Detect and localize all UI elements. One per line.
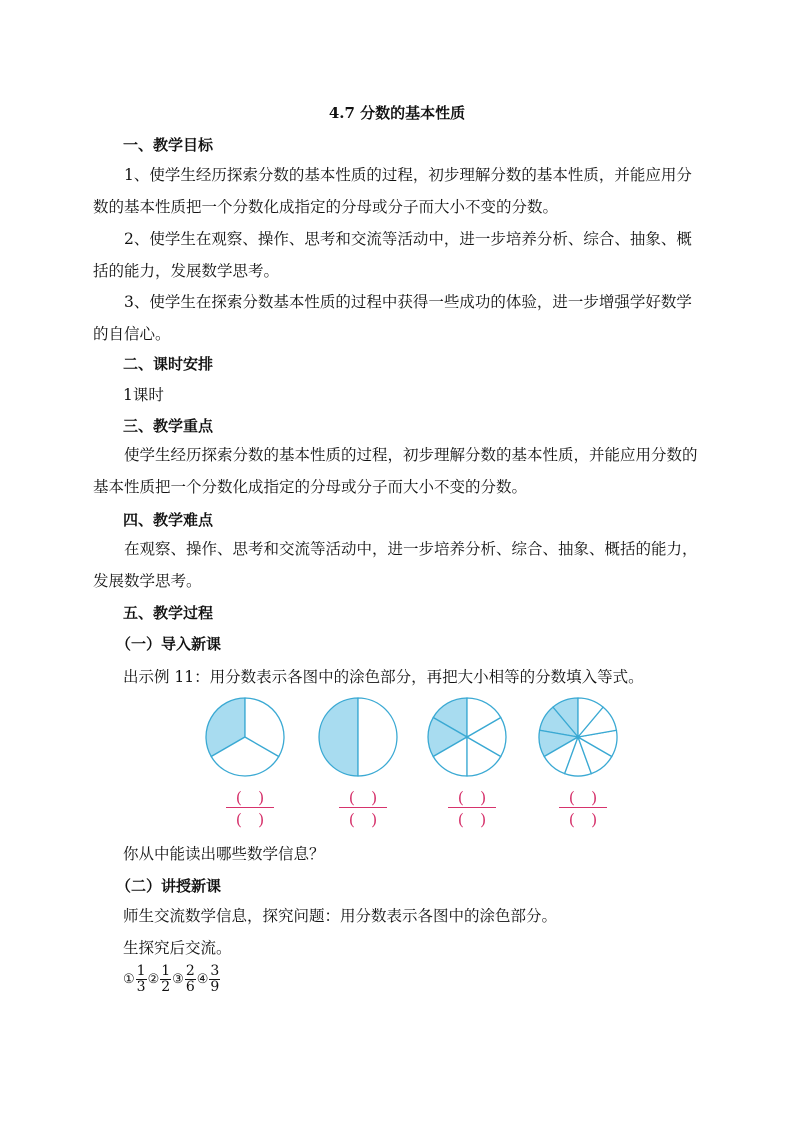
objective-3: 3、使学生在探索分数基本性质的过程中获得一些成功的体验，进一步增强学好数学的自信心。 (93, 293, 692, 343)
pie-circle-2 (318, 697, 400, 779)
answer-mark: ④ (196, 972, 209, 987)
numerator: 2 (185, 963, 195, 979)
fraction-blank (555, 785, 611, 829)
numerator-blank: ( ) (568, 788, 598, 807)
figure-2 (318, 697, 408, 832)
fraction-blank (222, 785, 278, 829)
denominator: 9 (210, 979, 220, 995)
shaded-slice (319, 698, 358, 776)
exchange-text: 师生交流数学信息，探究问题：用分数表示各图中的涂色部分。 (123, 907, 558, 925)
answer-fraction (160, 964, 171, 995)
answer-mark: ② (147, 972, 160, 987)
answer-fraction (136, 964, 147, 995)
pie-figures (205, 697, 630, 832)
figure-1 (205, 697, 295, 832)
heading-key-points: 三、教学重点 (123, 417, 214, 435)
example-text: 出示例 11：用分数表示各图中的涂色部分，再把大小相等的分数填入等式。 (123, 668, 644, 686)
difficulties-text: 在观察、操作、思考和交流等活动中，进一步培养分析、综合、抽象、概括的能力，发展数学思考。 (93, 540, 698, 590)
answer-fraction (185, 964, 196, 995)
denominator: 2 (161, 979, 171, 995)
numerator: 1 (161, 963, 171, 979)
heading-process: 五、教学过程 (123, 604, 214, 622)
question-text: 你从中能读出哪些数学信息？ (123, 845, 325, 863)
numerator-blank: ( ) (235, 788, 265, 807)
pie-circle-1 (205, 697, 287, 779)
key-points-text: 使学生经历探索分数的基本性质的过程，初步理解分数的基本性质，并能应用分数的基本性质把一个分数化成指定的分母或分子而大小不变的分数。 (93, 446, 698, 496)
denominator: 6 (185, 979, 195, 995)
fraction-blank (335, 785, 391, 829)
pie-circle-4 (538, 697, 620, 779)
answer-mark: ① (123, 972, 135, 987)
pie-circle-3 (427, 697, 509, 779)
denominator-blank: ( ) (235, 810, 265, 829)
denominator: 3 (136, 979, 146, 995)
answer-fraction (209, 964, 220, 995)
numerator: 1 (136, 963, 146, 979)
denominator-blank: ( ) (457, 810, 487, 829)
numerator: 3 (210, 963, 220, 979)
after-text: 生探究后交流。 (123, 939, 232, 957)
answers-row (123, 964, 221, 995)
heading-difficulties: 四、教学难点 (123, 511, 214, 529)
blank-slice (358, 698, 397, 776)
fraction-blank (444, 785, 500, 829)
denominator-blank: ( ) (568, 810, 598, 829)
heading-objectives: 一、教学目标 (123, 136, 214, 154)
answer-mark: ③ (172, 972, 184, 987)
schedule-text: 1课时 (123, 386, 164, 404)
numerator-blank: ( ) (348, 788, 378, 807)
heading-intro: （一）导入新课 (116, 635, 222, 653)
objective-2: 2、使学生在观察、操作、思考和交流等活动中，进一步培养分析、综合、抽象、概括的能力，发展数学思考。 (93, 230, 692, 280)
objective-1: 1、使学生经历探索分数的基本性质的过程，初步理解分数的基本性质，并能应用分数的基本性质把一个分数化成指定的分母或分子而大小不变的分数。 (93, 166, 692, 216)
heading-schedule: 二、课时安排 (123, 355, 214, 373)
lesson-title: 4.7 分数的基本性质 (328, 104, 466, 122)
denominator-blank: ( ) (348, 810, 378, 829)
figure-4 (538, 697, 628, 832)
numerator-blank: ( ) (457, 788, 487, 807)
heading-new-lesson: （二）讲授新课 (116, 877, 222, 895)
figure-3 (427, 697, 517, 832)
